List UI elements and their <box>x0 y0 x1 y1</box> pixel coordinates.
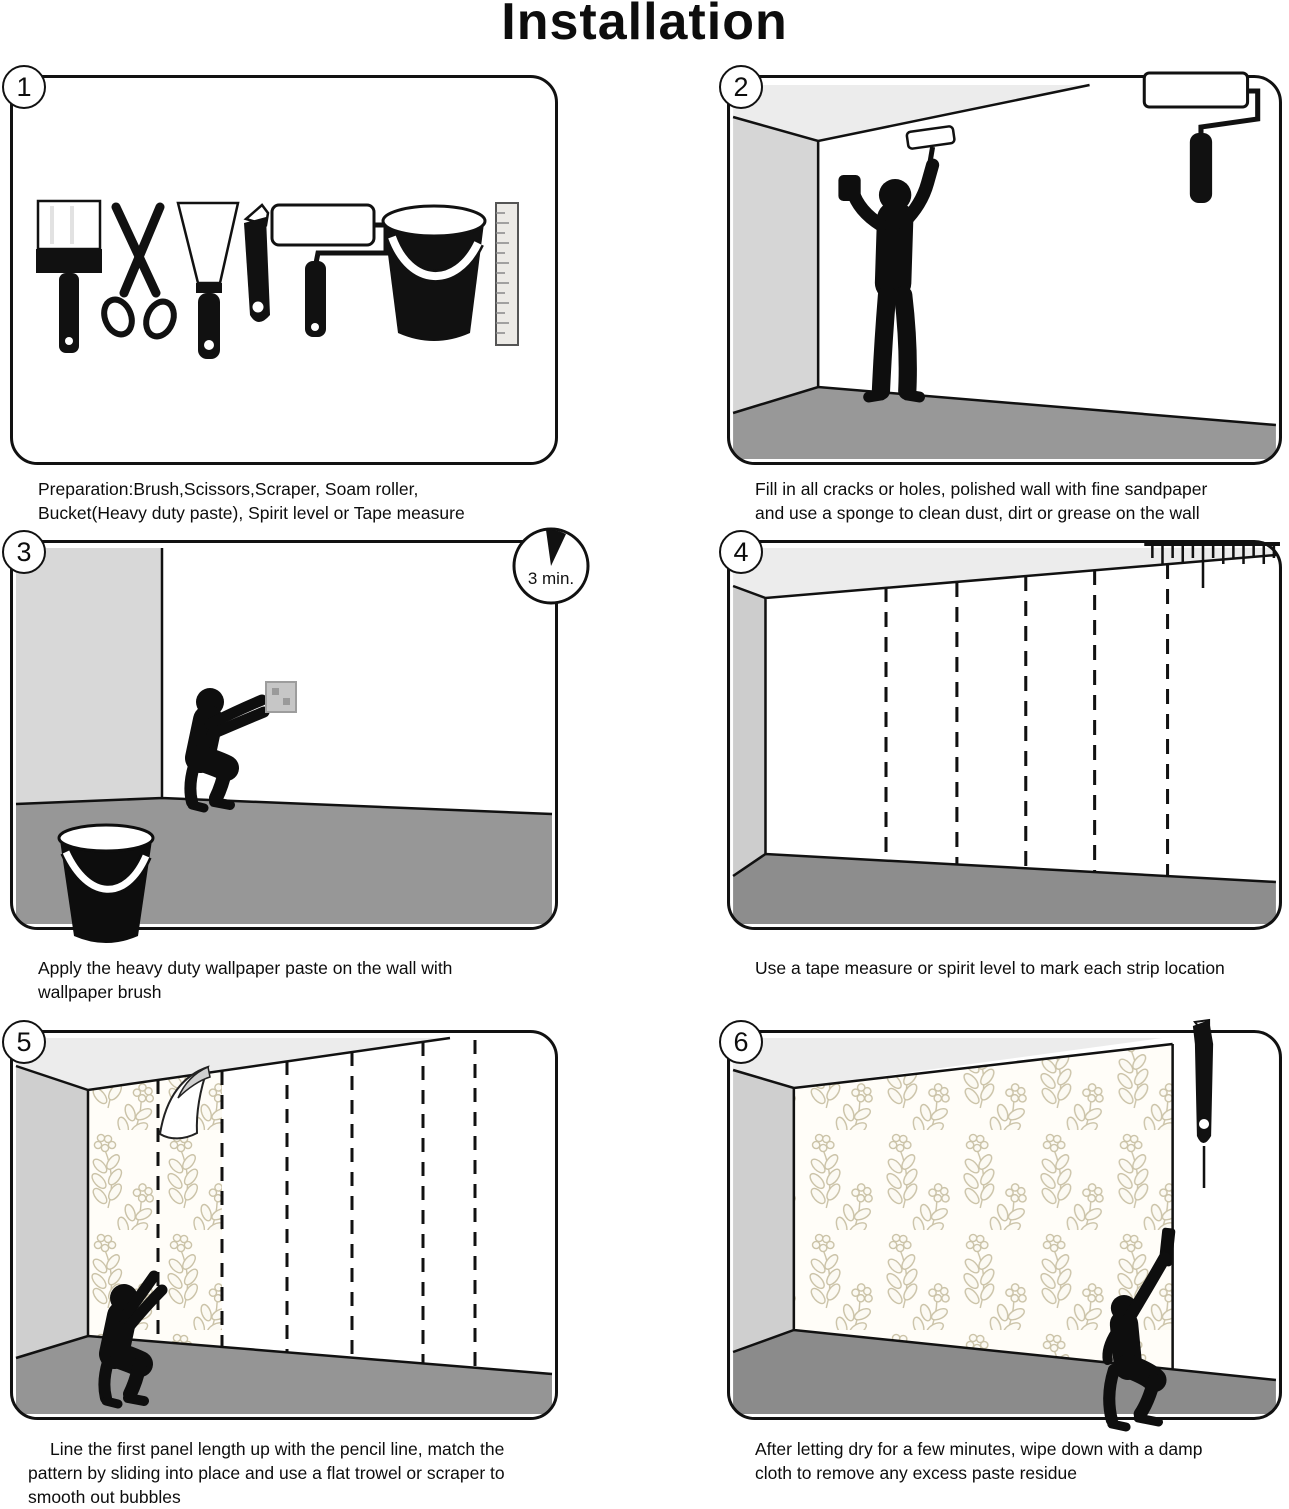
step-2 <box>727 72 1282 540</box>
installation-steps-grid <box>10 72 1282 1507</box>
step-number-badge: 6 <box>719 1020 763 1064</box>
step-5 <box>10 1027 558 1507</box>
step-2-panel <box>727 72 1282 465</box>
timer-3min-icon <box>514 529 588 603</box>
step-6-panel <box>727 1027 1282 1420</box>
side-wall <box>733 1070 794 1352</box>
side-wall <box>733 117 818 413</box>
step-1-panel <box>10 72 558 465</box>
step-number-badge: 3 <box>2 530 46 574</box>
tools-illustration <box>10 75 558 465</box>
step-number-badge: 4 <box>719 530 763 574</box>
step-number-badge: 5 <box>2 1020 46 1064</box>
step-6 <box>727 1027 1282 1500</box>
step-1-caption: Preparation:Brush,Scissors,Scraper, Soam roller, Bucket(Heavy duty paste), Spirit level or Tape measure <box>38 479 465 523</box>
step-1 <box>10 72 558 540</box>
step-5-panel <box>10 1027 558 1420</box>
pasting-wall-illustration <box>10 540 575 930</box>
side-wall <box>733 586 765 876</box>
bucket-icon <box>383 206 485 341</box>
step-3 <box>10 537 575 1030</box>
spirit-level-icon <box>496 203 518 345</box>
step-2-caption: Fill in all cracks or holes, polished wall with fine sandpaper and use a sponge to clean dust, dirt or grease on the wall <box>755 479 1208 523</box>
step-3-caption: Apply the heavy duty wallpaper paste on the wall with wallpaper brush <box>38 958 453 1002</box>
side-wall <box>16 548 162 804</box>
page-title: Installation <box>501 0 788 51</box>
step-6-caption: After letting dry for a few minutes, wipe down with a damp cloth to remove any excess paste residue <box>755 1439 1203 1483</box>
timer-label: 3 min. <box>527 569 575 588</box>
hanging-panels-illustration <box>10 1030 558 1420</box>
step-3-panel <box>10 537 575 930</box>
step-number-badge: 2 <box>719 65 763 109</box>
step-4-caption: Use a tape measure or spirit level to mark each strip location <box>755 958 1225 978</box>
step-4-panel <box>727 537 1282 930</box>
marking-strips-illustration <box>727 540 1282 930</box>
step-5-caption: Line the first panel length up with the pencil line, match the pattern by sliding into place and use a flat trowel or scraper to smooth out bubbles <box>28 1439 505 1507</box>
paste-bucket-icon <box>59 825 153 943</box>
step-4 <box>727 537 1282 1030</box>
step-number-badge: 1 <box>2 65 46 109</box>
rolling-wall-illustration <box>727 75 1282 465</box>
side-wall <box>16 1066 88 1358</box>
wiping-wall-illustration <box>727 1030 1282 1420</box>
